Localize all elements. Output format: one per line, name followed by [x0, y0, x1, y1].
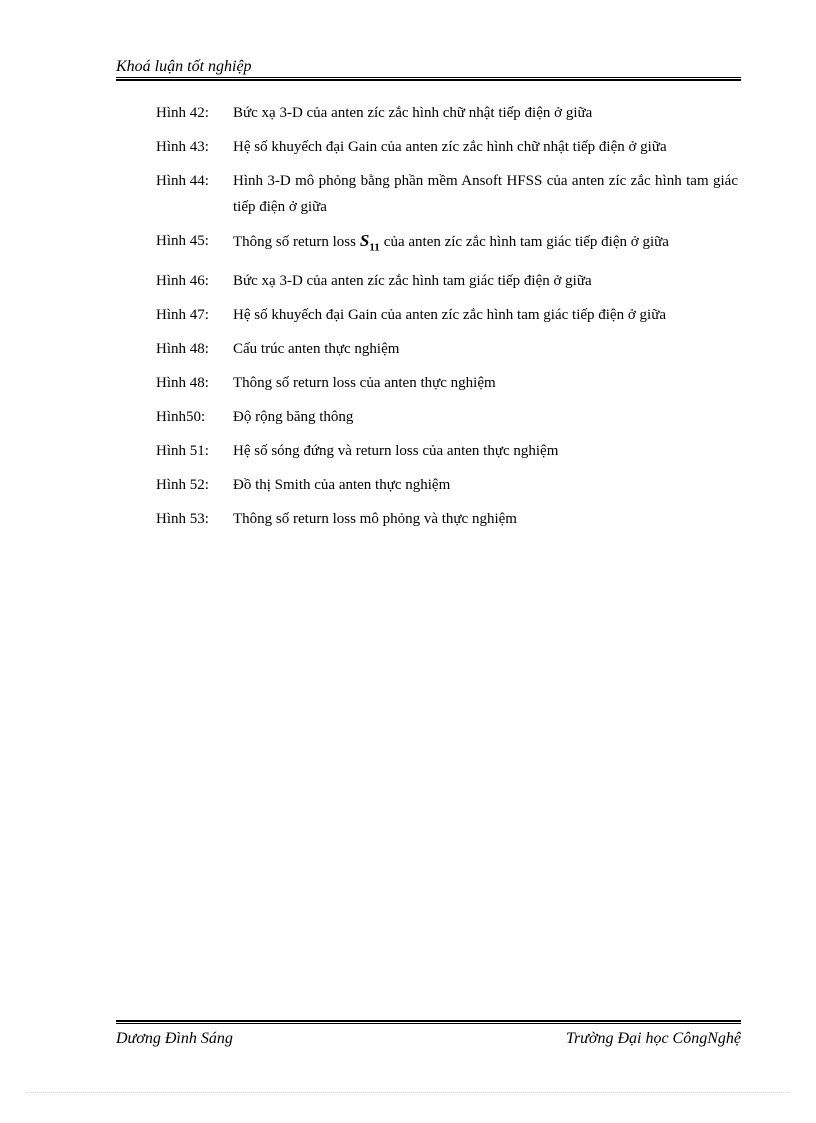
figure-label: Hình 48: [156, 341, 209, 358]
figure-entry [156, 336, 738, 362]
figure-caption: Bức xạ 3-D của anten zíc zắc hình tam giác tiếp điện ở giữa [233, 273, 592, 290]
figure-caption: Độ rộng băng thông [233, 409, 354, 426]
figure-label: Hình 44: [156, 173, 209, 189]
figure-entry [156, 302, 738, 328]
figure-label: Hình 42: [156, 105, 209, 121]
figure-caption: Hệ số khuyếch đại Gain của anten zíc zắc hình tam giác tiếp điện ở giữa [233, 307, 666, 324]
footer-rule-thick [116, 1020, 741, 1022]
caption-text-after: của anten zíc zắc hình tam giác tiếp điện ở giữa [383, 234, 669, 250]
figure-entry [156, 472, 738, 498]
figure-entry [156, 268, 738, 294]
figure-entry [156, 438, 738, 464]
figure-label: Hình 43: [156, 139, 209, 155]
figure-label: Hình50: [156, 409, 206, 426]
figure-caption: Bức xạ 3-D của anten zíc zắc hình chữ nhật tiếp điện ở giữa [233, 105, 593, 121]
figure-label: Hình 53: [156, 511, 209, 528]
figure-list [156, 100, 738, 540]
header-rule-thick [116, 79, 741, 81]
figure-entry [156, 506, 738, 532]
s11-symbol [359, 231, 380, 254]
page-edge-divider [26, 1092, 790, 1093]
figure-entry [156, 100, 738, 126]
footer-school: Trường Đại học CôngNghệ [565, 1030, 741, 1047]
header-rule-thin [116, 77, 741, 78]
figure-caption: Hệ số khuyếch đại Gain của anten zíc zắc hình chữ nhật tiếp điện ở giữa [233, 139, 667, 155]
figure-caption [233, 228, 738, 260]
figure-label: Hình 45: [156, 233, 209, 249]
caption-text-before: Thông số return loss [233, 234, 356, 250]
footer-row [116, 1028, 741, 1050]
footer-rule-thin [116, 1023, 741, 1024]
s11-letter: S [359, 231, 370, 250]
s11-subscript: 11 [369, 241, 380, 254]
figure-caption: Cấu trúc anten thực nghiệm [233, 341, 400, 358]
figure-caption: Đồ thị Smith của anten thực nghiệm [233, 477, 451, 494]
figure-label: Hình 47: [156, 307, 209, 324]
figure-entry [156, 370, 738, 396]
header-title: Khoá luận tốt nghiệp [116, 58, 252, 75]
figure-label: Hình 46: [156, 273, 209, 290]
figure-entry [156, 228, 738, 260]
figure-label: Hình 52: [156, 477, 209, 494]
page-header [116, 58, 741, 81]
figure-label: Hình 51: [156, 443, 209, 460]
figure-caption: Thông số return loss của anten thực nghiệm [233, 375, 496, 392]
figure-entry [156, 404, 738, 430]
footer-author: Dương Đình Sáng [116, 1030, 233, 1047]
figure-caption: Thông số return loss mô phỏng và thực nghiệm [233, 511, 517, 528]
figure-caption: Hình 3-D mô phỏng bằng phần mềm Ansoft HFSS của anten zíc zắc hình tam giác tiếp điện ở giữa [233, 173, 738, 215]
page-footer [116, 1020, 741, 1050]
figure-label: Hình 48: [156, 375, 209, 392]
figure-caption: Hệ số sóng đứng và return loss của anten thực nghiệm [233, 443, 559, 460]
figure-entry [156, 134, 738, 160]
figure-entry [156, 168, 738, 220]
